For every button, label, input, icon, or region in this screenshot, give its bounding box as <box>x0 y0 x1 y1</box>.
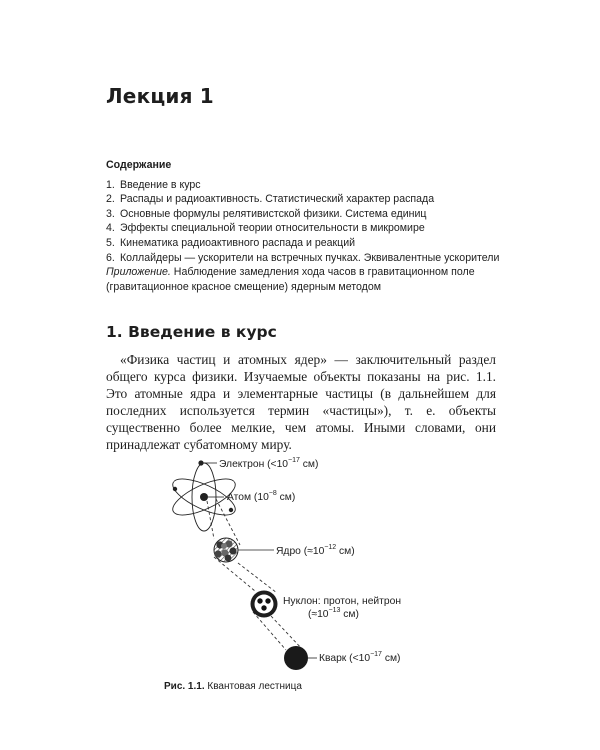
atom-label: Атом ($10^{-8}$ см) <box>227 490 296 503</box>
quark-label: Кварк ($<10^{-17}$ см) <box>319 651 401 664</box>
toc-item <box>106 251 516 266</box>
toc-item <box>106 221 516 236</box>
toc-item-number: 4. <box>106 222 115 235</box>
toc-item <box>106 192 516 207</box>
toc-item-number: 1. <box>106 178 115 191</box>
nucleus-label: Ядро ($\approx 10^{-12}$ см) <box>276 544 355 557</box>
toc-item-text: Введение в курс <box>120 178 201 191</box>
toc-item-number: 2. <box>106 193 115 206</box>
lecture-title: Лекция 1 <box>106 84 214 108</box>
section-title: 1. Введение в курс <box>106 323 277 341</box>
figure-caption-label: Рис. 1.1. <box>164 681 205 692</box>
figure-caption-text: Квантовая лестница <box>207 681 302 692</box>
toc-item-number: 6. <box>106 251 115 264</box>
quantum-ladder-figure <box>0 440 600 700</box>
electron-label: Электрон ($<10^{-17}$ см) <box>219 457 319 470</box>
toc-heading: Содержание <box>106 159 172 171</box>
toc-appendix-label: Приложение. <box>106 266 171 279</box>
toc-item-text: Коллайдеры — ускорители на встречных пучках. Эквивалентные ускорители <box>120 251 500 264</box>
nucleon-diagram <box>251 591 278 618</box>
quark-diagram <box>284 646 317 670</box>
nucleus-diagram <box>214 538 274 562</box>
toc-item-text: Распады и радиоактивность. Статистический характер распада <box>120 193 435 206</box>
toc-appendix-text: Наблюдение замедления хода часов в гравитационном поле (гравитационное красное смещение) ядерным методом <box>106 266 475 293</box>
toc-item-number: 3. <box>106 207 115 220</box>
toc-item <box>106 236 516 251</box>
nucleon-size-label: ($\approx 10^{-13}$ см) <box>308 607 359 620</box>
toc-item-text: Кинематика радиоактивного распада и реакций <box>120 236 356 249</box>
figure-caption <box>164 681 302 692</box>
zoom-connector-lines <box>207 499 304 651</box>
toc-item-text: Основные формулы релятивистской физики. Система единиц <box>120 207 427 220</box>
table-of-contents <box>106 158 516 294</box>
toc-item <box>106 178 516 193</box>
toc-appendix <box>106 265 516 294</box>
toc-item-number: 5. <box>106 236 115 249</box>
section-paragraph: «Физика частиц и атомных ядер» — заключительный раздел общего курса физики. Изучаемые объекты показаны на рис. 1.1. Это атомные ядра и элементарные частицы (в дальнейшем для последних используется термин «частицы»), т. е. объекты существенно более мелкие, чем атомы. Иными словами, они принадлежат субатомному миру. <box>106 352 496 452</box>
toc-item <box>106 207 516 222</box>
nucleon-label: Нуклон: протон, нейтрон <box>283 596 402 607</box>
toc-item-text: Эффекты специальной теории относительности в микромире <box>120 222 425 235</box>
